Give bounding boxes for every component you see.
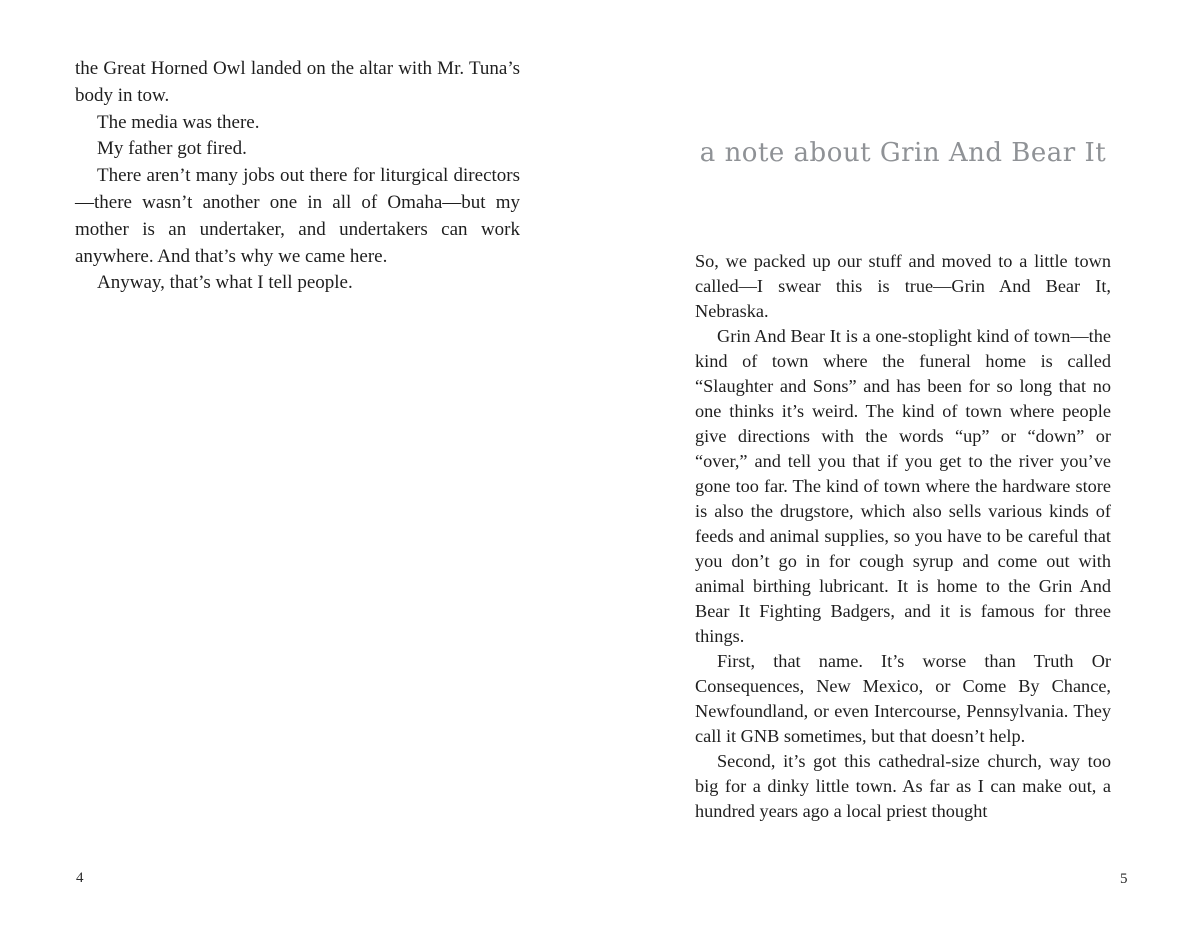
paragraph: So, we packed up our stuff and moved to a little town called—I swear this is true—Grin And Bear It, Nebraska. bbox=[695, 251, 1111, 321]
paragraph: the Great Horned Owl landed on the altar with Mr. Tuna’s body in tow. bbox=[75, 58, 520, 106]
paragraph: Anyway, that’s what I tell people. bbox=[97, 272, 353, 294]
page-right bbox=[600, 0, 1200, 930]
paragraph: The media was there. bbox=[97, 111, 260, 133]
paragraph: Second, it’s got this cathedral-size church, way too big for a dinky little town. As far as I can make out, a hundred years ago a local priest thought bbox=[695, 751, 1111, 821]
paragraph: There aren’t many jobs out there for liturgical directors—there wasn’t another one in all of Omaha—but my mother is an undertaker, and undertakers can work anywhere. And that’s why we came here. bbox=[75, 165, 520, 267]
page-number-left: 4 bbox=[76, 870, 84, 886]
chapter-title: a note about Grin And Bear It bbox=[699, 138, 1107, 168]
paragraph: My father got fired. bbox=[97, 138, 247, 160]
page-number-right: 5 bbox=[1120, 871, 1128, 887]
paragraph: First, that name. It’s worse than Truth Or Consequences, New Mexico, or Come By Chance, Newfoundland, or even Intercourse, Pennsylvania. They call it GNB sometimes, but that doesn’t help. bbox=[695, 651, 1111, 746]
page-right-text bbox=[695, 249, 1111, 824]
paragraph: Grin And Bear It is a one-stoplight kind of town—the kind of town where the funeral home is called “Slaughter and Sons” and has been for so long that no one thinks it’s weird. The kind of town where people give directions with the words “up” or “down” or “over,” and tell you that if you get to the river you’ve gone too far. The kind of town where the hardware store is also the drugstore, which also sells various kinds of feeds and animal supplies, so you have to be careful that you don’t go in for cough syrup and come out with animal birthing lubricant. It is home to the Grin And Bear It Fighting Badgers, and it is famous for three things. bbox=[695, 326, 1111, 646]
page-left-text bbox=[75, 56, 520, 297]
